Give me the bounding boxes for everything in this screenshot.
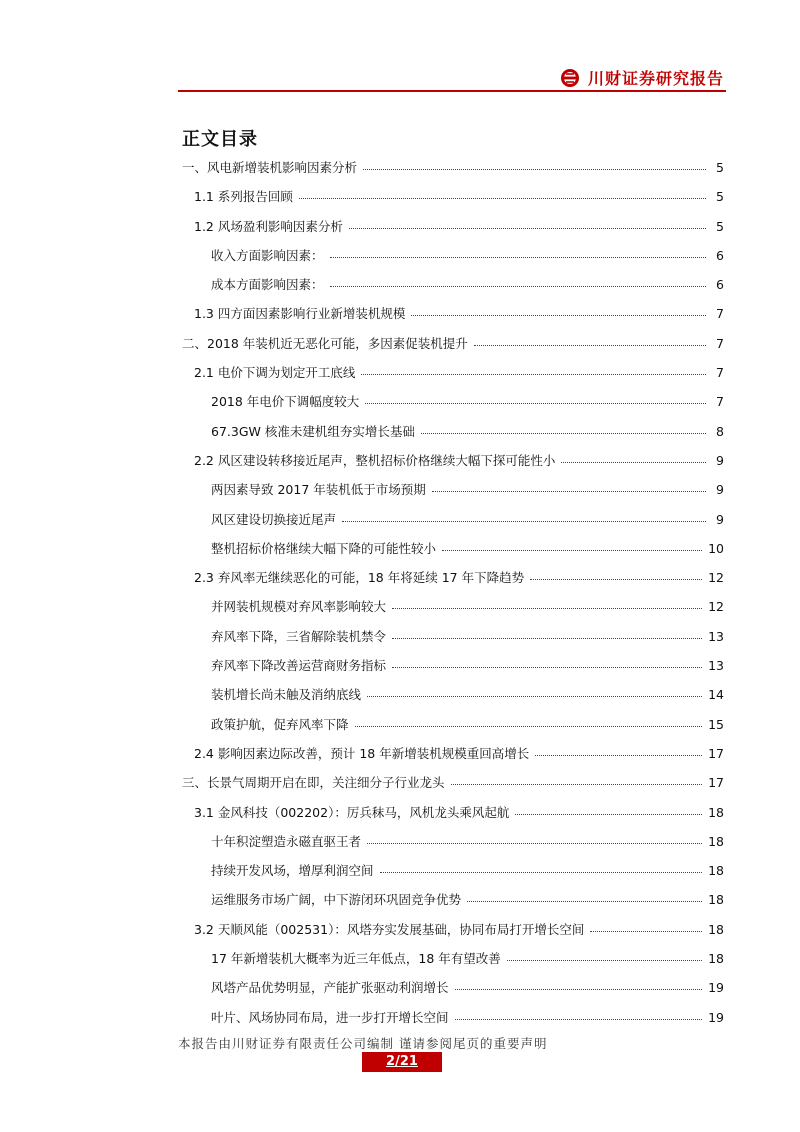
toc-entry-page: 18 <box>708 804 724 820</box>
toc-dot-leader <box>299 186 706 199</box>
toc-dot-leader <box>467 889 702 902</box>
toc-entry-title: 政策护航，促弃风率下降 <box>211 716 349 732</box>
footer-disclaimer: 本报告由川财证券有限责任公司编制 谨请参阅尾页的重要声明 <box>178 1036 548 1051</box>
toc-entry[interactable] <box>182 1006 724 1035</box>
toc-entry-title: 1.3 四方面因素影响行业新增装机规模 <box>194 306 406 322</box>
toc-entry-title: 风区建设切换接近尾声 <box>211 511 337 527</box>
toc-entry-title: 两因素导致 2017 年装机低于市场预期 <box>211 482 426 498</box>
toc-entry-title: 三、长景气周期开启在即，关注细分子行业龙头 <box>182 775 445 791</box>
toc-dot-leader <box>455 1007 703 1020</box>
toc-entry[interactable] <box>182 595 724 624</box>
toc-dot-leader <box>355 714 703 727</box>
toc-entry-title: 十年积淀塑造永磁直驱王者 <box>211 833 362 849</box>
toc-entry-page: 13 <box>708 658 724 674</box>
page-number: 2/21 <box>386 1054 418 1069</box>
toc-entry-title: 并网装机规模对弃风率影响较大 <box>211 599 387 615</box>
toc-dot-leader <box>365 391 706 404</box>
toc-entry[interactable] <box>182 654 724 683</box>
toc-entry[interactable] <box>182 918 724 947</box>
table-of-contents <box>182 156 724 1035</box>
toc-entry-title: 成本方面影响因素： <box>211 277 324 293</box>
toc-entry-page: 5 <box>716 160 724 175</box>
toc-entry-title: 整机招标价格继续大幅下降的可能性较小 <box>211 540 437 556</box>
toc-entry-page: 8 <box>716 423 724 439</box>
toc-entry[interactable] <box>182 566 724 595</box>
toc-entry-page: 12 <box>708 599 724 615</box>
toc-entry-title: 叶片、风场协同布局，进一步打开增长空间 <box>211 1009 449 1025</box>
toc-entry[interactable] <box>182 361 724 390</box>
toc-dot-leader <box>535 743 702 756</box>
toc-entry[interactable] <box>182 478 724 507</box>
toc-entry[interactable] <box>182 830 724 859</box>
toc-entry-page: 9 <box>716 452 724 468</box>
toc-entry-page: 15 <box>708 716 724 732</box>
toc-entry[interactable] <box>182 215 724 244</box>
toc-dot-leader <box>392 655 702 668</box>
toc-entry-page: 18 <box>708 863 724 879</box>
toc-dot-leader <box>590 919 702 932</box>
toc-entry-page: 7 <box>716 306 724 322</box>
toc-dot-leader <box>342 509 706 522</box>
toc-entry[interactable] <box>182 888 724 917</box>
report-header <box>178 64 726 92</box>
toc-entry[interactable] <box>182 332 724 361</box>
toc-entry-title: 持续开发风场，增厚利润空间 <box>211 863 374 879</box>
toc-dot-leader <box>330 245 706 258</box>
toc-entry-title: 67.3GW 核准未建机组夯实增长基础 <box>211 423 415 439</box>
toc-entry-title: 弃风率下降，三省解除装机禁令 <box>211 628 387 644</box>
toc-entry-page: 19 <box>708 980 724 996</box>
toc-entry-page: 12 <box>708 570 724 586</box>
toc-entry-page: 18 <box>708 833 724 849</box>
toc-entry-page: 19 <box>708 1009 724 1025</box>
toc-entry-page: 18 <box>708 921 724 937</box>
chuancai-logo-icon <box>560 68 580 88</box>
toc-dot-leader <box>530 567 702 580</box>
toc-entry[interactable] <box>182 947 724 976</box>
toc-entry-title: 2018 年电价下调幅度较大 <box>211 394 360 410</box>
toc-entry-title: 弃风率下降改善运营商财务指标 <box>211 658 387 674</box>
toc-entry[interactable] <box>182 801 724 830</box>
toc-dot-leader <box>451 772 703 785</box>
toc-dot-leader <box>432 479 706 492</box>
toc-entry-title: 装机增长尚未触及消纳底线 <box>211 687 362 703</box>
toc-entry-page: 14 <box>708 687 724 703</box>
toc-entry[interactable] <box>182 185 724 214</box>
toc-entry-title: 2.3 弃风率无继续恶化的可能，18 年将延续 17 年下降趋势 <box>194 570 525 586</box>
toc-dot-leader <box>392 596 702 609</box>
toc-entry-page: 7 <box>716 394 724 410</box>
toc-entry-title: 2.4 影响因素边际改善，预计 18 年新增装机规模重回高增长 <box>194 745 530 761</box>
toc-entry[interactable] <box>182 156 724 185</box>
toc-dot-leader <box>363 157 706 170</box>
toc-dot-leader <box>349 216 706 229</box>
toc-entry[interactable] <box>182 420 724 449</box>
toc-entry-title: 1.1 系列报告回顾 <box>194 189 293 205</box>
toc-entry[interactable] <box>182 302 724 331</box>
toc-entry-page: 7 <box>716 365 724 381</box>
toc-entry[interactable] <box>182 244 724 273</box>
toc-entry-page: 7 <box>716 335 724 351</box>
toc-entry-title: 运维服务市场广阔，中下游闭环巩固竞争优势 <box>211 892 462 908</box>
toc-entry-title: 2.2 风区建设转移接近尾声，整机招标价格继续大幅下探可能性小 <box>194 452 556 468</box>
toc-entry-title: 2.1 电价下调为划定开工底线 <box>194 365 356 381</box>
toc-dot-leader <box>507 948 702 961</box>
toc-entry-title: 1.2 风场盈利影响因素分析 <box>194 218 343 234</box>
toc-dot-leader <box>455 977 703 990</box>
toc-entry-page: 17 <box>708 775 724 791</box>
toc-entry-title: 3.1 金风科技（002202）：厉兵秣马，风机龙头乘风起航 <box>194 804 510 820</box>
toc-entry[interactable] <box>182 508 724 537</box>
toc-dot-leader <box>361 362 706 375</box>
toc-dot-leader <box>515 802 702 815</box>
toc-entry[interactable] <box>182 859 724 888</box>
toc-entry[interactable] <box>182 683 724 712</box>
toc-entry[interactable] <box>182 273 724 302</box>
toc-entry-title: 17 年新增装机大概率为近三年低点，18 年有望改善 <box>211 951 501 967</box>
brand <box>560 66 724 89</box>
toc-entry-page: 5 <box>716 218 724 234</box>
toc-entry-title: 3.2 天顺风能（002531）：风塔夯实发展基础，协同布局打开增长空间 <box>194 921 585 937</box>
toc-entry[interactable] <box>182 742 724 771</box>
toc-dot-leader <box>392 626 702 639</box>
toc-entry-title: 收入方面影响因素： <box>211 247 324 263</box>
toc-entry-page: 10 <box>708 540 724 556</box>
toc-entry[interactable] <box>182 390 724 419</box>
toc-dot-leader <box>367 831 702 844</box>
toc-entry[interactable] <box>182 449 724 478</box>
toc-entry-page: 13 <box>708 628 724 644</box>
toc-dot-leader <box>367 684 702 697</box>
toc-dot-leader <box>330 274 706 287</box>
toc-dot-leader <box>421 421 706 434</box>
toc-entry-page: 9 <box>716 482 724 498</box>
toc-entry-page: 18 <box>708 951 724 967</box>
page-number-badge <box>362 1052 442 1072</box>
toc-entry[interactable] <box>182 976 724 1005</box>
toc-entry-page: 9 <box>716 511 724 527</box>
toc-entry-page: 6 <box>716 247 724 263</box>
toc-entry-page: 17 <box>708 745 724 761</box>
toc-entry-title: 一、风电新增装机影响因素分析 <box>182 160 358 175</box>
toc-entry-page: 5 <box>716 189 724 205</box>
toc-entry[interactable] <box>182 771 724 800</box>
toc-entry-page: 18 <box>708 892 724 908</box>
brand-name: 川财证券研究报告 <box>587 69 724 88</box>
toc-entry[interactable] <box>182 537 724 566</box>
toc-title: 正文目录 <box>182 129 258 150</box>
toc-dot-leader <box>380 860 703 873</box>
toc-entry-page: 6 <box>716 277 724 293</box>
header-rule <box>178 90 726 92</box>
toc-dot-leader <box>411 303 706 316</box>
toc-dot-leader <box>561 450 706 463</box>
toc-entry[interactable] <box>182 625 724 654</box>
toc-entry[interactable] <box>182 713 724 742</box>
toc-entry-title: 风塔产品优势明显，产能扩张驱动利润增长 <box>211 980 449 996</box>
toc-entry-title: 二、2018 年装机近无恶化可能，多因素促装机提升 <box>182 335 468 351</box>
toc-dot-leader <box>474 333 706 346</box>
toc-dot-leader <box>442 538 702 551</box>
